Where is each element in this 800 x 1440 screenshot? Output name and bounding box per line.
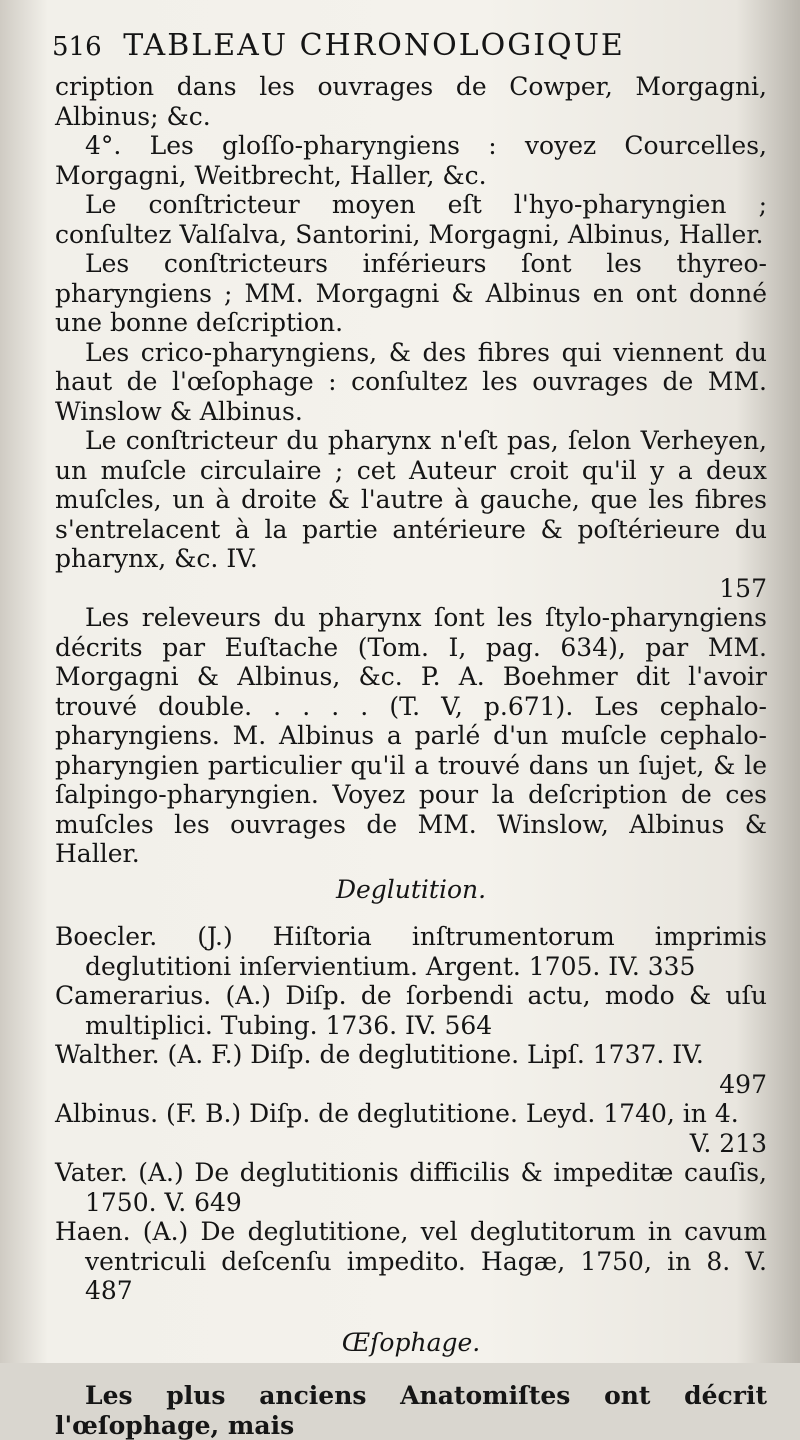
bib-entry-haen: Haen. (A.) De deglutitione, vel deglutitorum in cavum ventriculi deſcenſu impedito. Hagæ, 1750, in 8. V. 487 bbox=[55, 1217, 767, 1305]
paragraph-glosso-pharyngiens: 4°. Les gloſſo-pharyngiens : voyez Courcelles, Morgagni, Weitbrecht, Haller, &c. bbox=[55, 131, 767, 190]
bib-entry-walther: Walther. (A. F.) Diſp. de deglutitione. Lipſ. 1737. IV. bbox=[55, 1040, 704, 1069]
bib-entry-vater: Vater. (A.) De deglutitionis difficilis & impeditæ cauſis, 1750. V. 649 bbox=[55, 1158, 767, 1217]
paragraph-continuation: cription dans les ouvrages de Cowper, Morgagni, Albinus; &c. bbox=[55, 72, 767, 131]
paragraph-constricteur-moyen: Le conſtricteur moyen eſt l'hyo-pharyngien ; conſultez Valſalva, Santorini, Morgagni, Albinus, Haller. bbox=[55, 190, 767, 249]
running-title: TABLEAU CHRONOLOGIQUE bbox=[123, 28, 625, 63]
bib-entry-camerarius: Camerarius. (A.) Diſp. de ſorbendi actu, modo & uſu multiplici. Tubing. 1736. IV. 564 bbox=[55, 981, 767, 1040]
page-number: 516 bbox=[52, 32, 102, 62]
running-header bbox=[52, 28, 772, 63]
bib-entry-walther-ref: 497 bbox=[719, 1069, 767, 1099]
paragraph-constricteur-pharynx: Le conſtricteur du pharynx n'eſt pas, ſelon Verheyen, un muſcle circulaire ; cet Auteur croit qu'il y a deux muſcles, un à droite & l'autre à gauche, que les fibres s'entrelacent à la partie antérieure & poſtérieure du pharynx, &c. IV. bbox=[55, 426, 767, 573]
section-heading-oesophage: Œſophage. bbox=[341, 1327, 481, 1357]
paragraph-releveurs: Les releveurs du pharynx ſont les ſtylo-pharyngiens décrits par Euſtache (Tom. I, pag. 634), par MM. Morgagni & Albinus, &c. P. A. Boehmer dit l'avoir trouvé double. . . . . (T. V, p.671). Les cephalo-pharyngiens. M. Albinus a parlé d'un muſcle cephalo-pharyngien particulier qu'il a trouvé dans un ſujet, & le ſalpingo-pharyngien. Voyez pour la deſcription de ces muſcles les ouvrages de MM. Winslow, Albinus & Haller. bbox=[55, 603, 767, 868]
section-heading-deglutition: Deglutition. bbox=[335, 874, 487, 904]
bib-entry-albinus: Albinus. (F. B.) Diſp. de deglutitione. Leyd. 1740, in 4. bbox=[55, 1099, 739, 1128]
paragraph-oesophage: Les plus anciens Anatomiſtes ont décrit l'œſophage, mais bbox=[55, 1381, 767, 1440]
page-body bbox=[55, 72, 767, 1440]
paragraph-constricteurs-inferieurs: Les conſtricteurs inférieurs ſont les thyreo-pharyngiens ; MM. Morgagni & Albinus en ont donné une bonne deſcription. bbox=[55, 249, 767, 337]
paragraph-crico-pharyngiens: Les crico-pharyngiens, & des fibres qui viennent du haut de l'œſophage : conſultez les ouvrages de MM. Winslow & Albinus. bbox=[55, 337, 767, 426]
bib-entry-albinus-ref: V. 213 bbox=[689, 1128, 767, 1158]
bib-entry-boecler: Boecler. (J.) Hiſtoria inſtrumentorum imprimis deglutitioni inſervientium. Argent. 1705. IV. 335 bbox=[55, 922, 767, 981]
reference-page-157: 157 bbox=[719, 573, 767, 603]
